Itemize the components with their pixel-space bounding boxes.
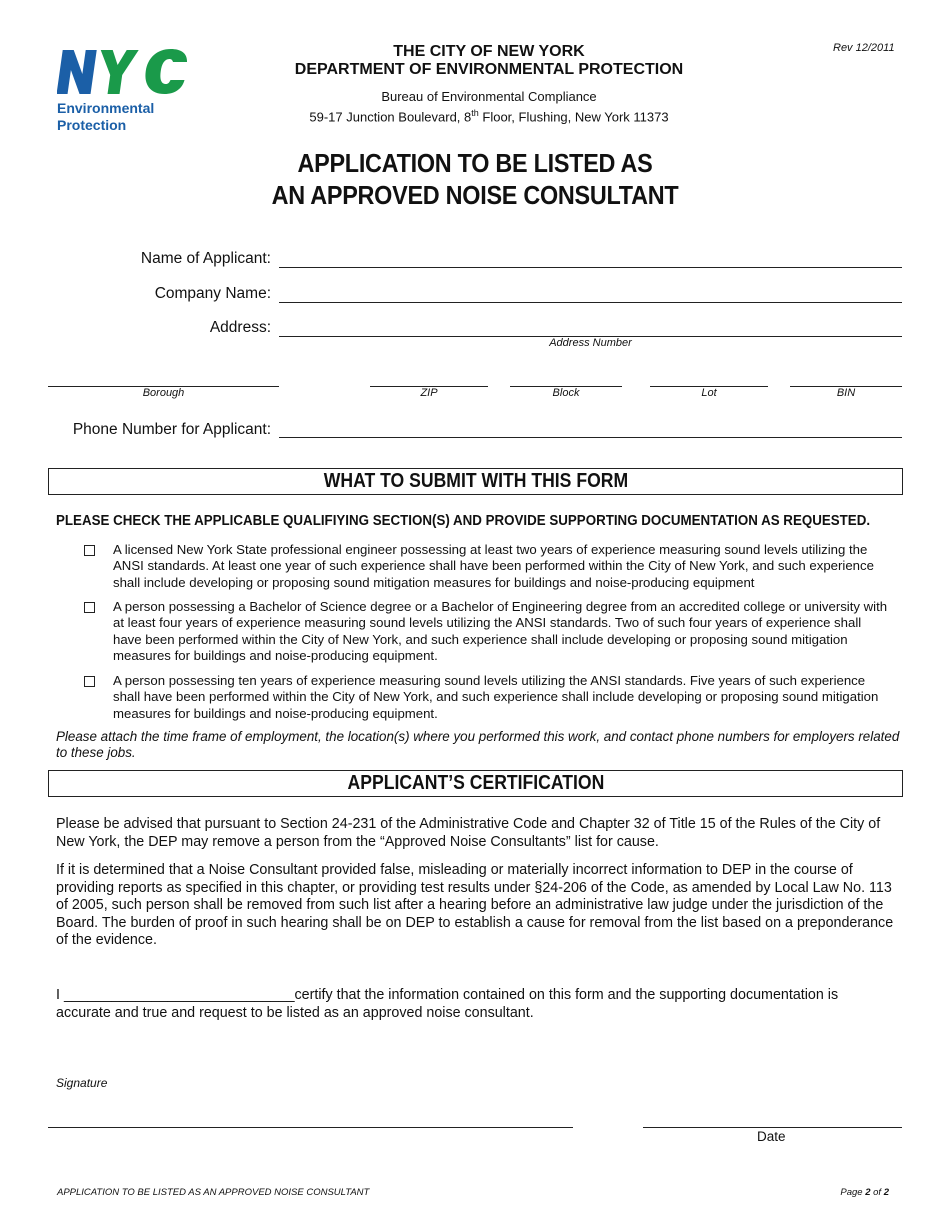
- company-field[interactable]: [279, 302, 902, 303]
- agency-heading: THE CITY OF NEW YORK DEPARTMENT OF ENVIRONMENTAL PROTECTION: [294, 43, 684, 78]
- date-field[interactable]: [643, 1127, 902, 1128]
- qualification-text-3: A person possessing ten years of experience measuring sound levels utilizing the ANSI standards. Five years of such experience shall have been performed within the City of New York, and such experience shall include developing or proposing sound mitigation measures for buildings and noise-producing equipment.: [113, 673, 879, 721]
- submit-instruction: PLEASE CHECK THE APPLICABLE QUALIFIYING SECTION(S) AND PROVIDE SUPPORTING DOCUMENTATION AS REQUESTED.: [56, 513, 871, 529]
- qualification-checkbox-2[interactable]: [84, 602, 95, 613]
- signature-field[interactable]: [48, 1127, 573, 1128]
- qualification-text-2: A person possessing a Bachelor of Science degree or a Bachelor of Engineering degree from an accredited college or university with at least four years of experience measuring sound levels utilizing the ANSI standards. Two of such four years of experience shall have been performed within the City of New York, and such experience shall include developing or proposing sound mitigation measures for buildings and noise-producing equipment.: [113, 599, 888, 664]
- attach-note: Please attach the time frame of employment, the location(s) where you performed this work, and contact phone numbers for employers related to these jobs.: [56, 729, 900, 761]
- phone-field[interactable]: [279, 437, 902, 438]
- qualification-option-2: [84, 599, 894, 665]
- phone-label: Phone Number for Applicant:: [72, 421, 271, 438]
- borough-caption: Borough: [142, 387, 185, 399]
- qualification-checkbox-1[interactable]: [84, 545, 95, 556]
- address-number-caption: Address Number: [549, 337, 632, 349]
- zip-caption: ZIP: [420, 387, 438, 399]
- date-label: Date: [757, 1129, 786, 1144]
- qualification-checkbox-3[interactable]: [84, 676, 95, 687]
- footer-form-name: APPLICATION TO BE LISTED AS AN APPROVED NOISE CONSULTANT: [57, 1187, 370, 1198]
- name-field[interactable]: [279, 267, 902, 268]
- lot-caption: Lot: [701, 387, 717, 399]
- bin-caption: BIN: [836, 387, 856, 399]
- certification-paragraph-1: Please be advised that pursuant to Section 24-231 of the Administrative Code and Chapter 32 of Title 15 of the Rules of the City of New York, the DEP may remove a person from the “Approved Noise Consultants” list for cause.: [56, 816, 881, 850]
- certification-statement: I _____________________________certify that the information contained on this form and the supporting documentation is accurate and true and request to be listed as an approved noise consultant.: [56, 987, 839, 1021]
- qualification-text-1: A licensed New York State professional engineer possessing at least two years of experience measuring sound levels utilizing the ANSI standards. At least one year of such experience shall have been performed within the City of New York, and such experience shall include developing or proposing sound mitigation measures for buildings and noise-producing equipment: [113, 542, 874, 590]
- agency-address: Bureau of Environmental Compliance 59-17 Junction Boulevard, 8th Floor, Flushing, New York 11373: [309, 89, 669, 125]
- submit-section-heading: WHAT TO SUBMIT WITH THIS FORM: [48, 468, 903, 495]
- page-number: Page 2 of 2: [840, 1187, 889, 1198]
- signature-label: Signature: [56, 1076, 108, 1090]
- name-label: Name of Applicant:: [140, 250, 271, 267]
- qualification-option-1: [84, 542, 894, 591]
- company-label: Company Name:: [154, 285, 271, 302]
- certification-heading: APPLICANT’S CERTIFICATION: [48, 770, 903, 797]
- address-label: Address:: [209, 319, 271, 336]
- form-title: APPLICATION TO BE LISTED AS AN APPROVED NOISE CONSULTANT: [271, 148, 679, 210]
- logo-text: Environmental Protection: [57, 100, 155, 133]
- svg-text:NYC: NYC: [57, 48, 60, 49]
- revision-label: Rev 12/2011: [833, 42, 895, 54]
- qualification-option-3: [84, 673, 894, 722]
- certification-paragraph-2: If it is determined that a Noise Consultant provided false, misleading or materially incorrect information to DEP in the course of providing reports as specified in this chapter, or providing test results under §24-206 of the Code, as amended by Local Law No. 113 of 2005, such person shall be removed from such list after a hearing before an administrative law judge under the jurisdiction of the Board. The burden of proof in such hearing shall be on DEP to establish a cause for removal from the list based on a preponderance of the evidence.: [56, 862, 894, 949]
- block-caption: Block: [552, 387, 580, 399]
